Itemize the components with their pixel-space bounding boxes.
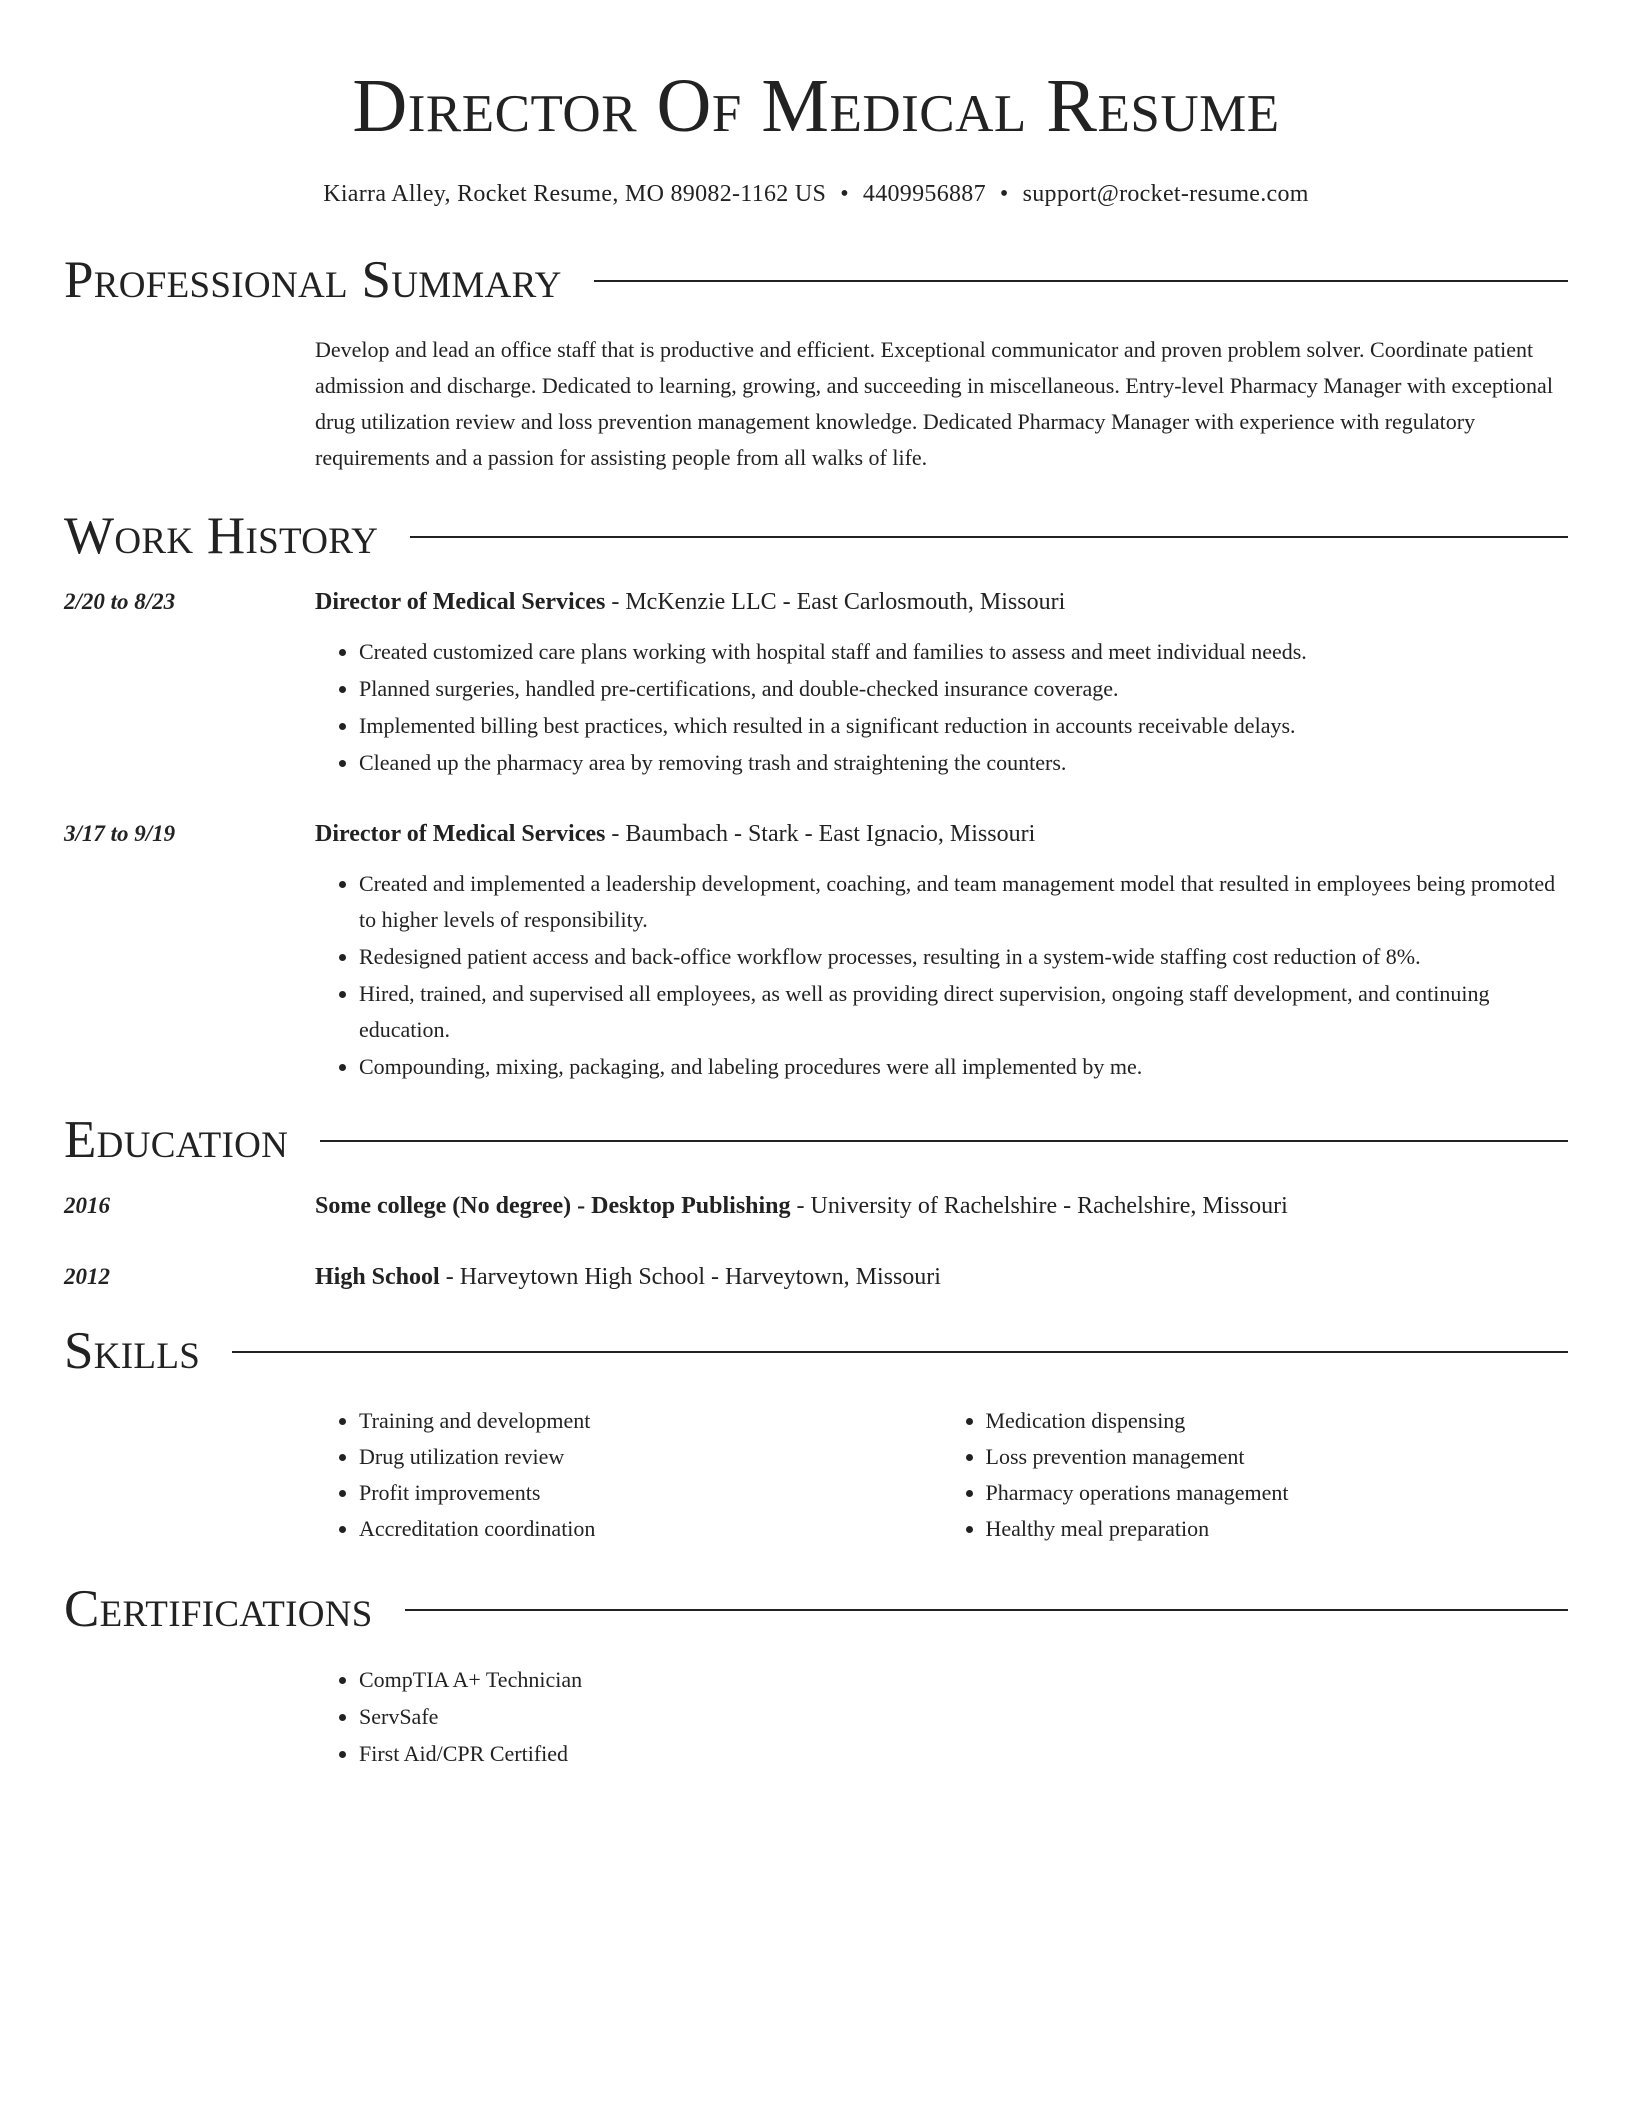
work-entry-title: Director of Medical Services: [315, 589, 606, 615]
education-entry-school: - Harveytown High School - Harveytown, Missouri: [439, 1264, 941, 1290]
skill-item: • Profit improvements: [359, 1475, 942, 1511]
certification-item: • First Aid/CPR Certified: [359, 1735, 1568, 1772]
work-history-heading: [64, 504, 1568, 568]
work-entry-date: 2/20 to 8/23: [64, 589, 176, 614]
summary-heading: [64, 248, 1568, 312]
list-item: • Created and implemented a leadership development, coaching, and team management model that resulted in employees being promoted to higher levels of responsibility.: [359, 866, 1568, 938]
resume-title: Director Of Medical Resume: [352, 64, 1280, 148]
work-entry-body: [315, 816, 1568, 1086]
list-item: • Planned surgeries, handled pre-certifications, and double-checked insurance coverage.: [359, 671, 1568, 707]
certifications-list: [315, 1661, 1568, 1772]
skill-item: • Healthy meal preparation: [986, 1511, 1569, 1547]
education-entry-body: [315, 1259, 1568, 1295]
skill-item: • Loss prevention management: [986, 1439, 1569, 1475]
section-rule: [320, 1140, 1568, 1142]
education-entry-headline: [315, 1188, 1568, 1224]
skills-heading: [64, 1319, 1568, 1383]
contact-separator: •: [999, 181, 1009, 207]
section-rule: [594, 280, 1568, 282]
skill-item: • Accreditation coordination: [359, 1511, 942, 1547]
section-rule: [405, 1609, 1568, 1611]
contact-phone: 4409956887: [862, 181, 986, 207]
skills-list: [315, 1403, 1568, 1547]
education-entry: [64, 1188, 1568, 1224]
work-entry-headline: [315, 816, 1568, 852]
skill-item: • Drug utilization review: [359, 1439, 942, 1475]
work-history-heading-text: Work History: [64, 507, 379, 565]
education-entry-date: 2016: [64, 1193, 110, 1218]
resume-page: [64, 0, 1568, 1772]
work-entry-bullets: [315, 866, 1568, 1085]
work-entry-headline: [315, 584, 1568, 620]
work-entry-employer: - Baumbach - Stark - East Ignacio, Missouri: [605, 821, 1036, 847]
section-rule: [232, 1351, 1568, 1353]
section-rule: [410, 536, 1568, 538]
certification-item: • CompTIA A+ Technician: [359, 1661, 1568, 1698]
work-entry-title: Director of Medical Services: [315, 821, 606, 847]
work-entry-employer: - McKenzie LLC - East Carlosmouth, Missouri: [605, 589, 1066, 615]
contact-email: support@rocket-resume.com: [1022, 181, 1309, 207]
contact-address: Kiarra Alley, Rocket Resume, MO 89082-1162 US: [323, 181, 827, 207]
certifications-items: [315, 1661, 1568, 1772]
work-entry: [64, 584, 1568, 782]
summary-heading-text: Professional Summary: [64, 251, 562, 309]
skill-item: • Training and development: [359, 1403, 942, 1439]
education-entry-school: - University of Rachelshire - Rachelshire, Missouri: [790, 1193, 1288, 1219]
summary-text: Develop and lead an office staff that is productive and efficient. Exceptional communicator and proven problem solver. Coordinate patient admission and discharge. Dedicated to learning, growing, and succeeding in miscellaneous. Entry-level Pharmacy Manager with exceptional drug utilization review and loss prevention management knowledge. Dedicated Pharmacy Manager with experience with regulatory requirements and a passion for assisting people from all walks of life.: [315, 337, 1553, 470]
education-entry: [64, 1259, 1568, 1295]
work-entry-body: [315, 584, 1568, 782]
work-entry-bullets: [315, 634, 1568, 781]
skills-column-right: [942, 1403, 1569, 1547]
education-heading-text: Education: [64, 1111, 289, 1169]
education-entry-date: 2012: [64, 1264, 110, 1289]
list-item: • Hired, trained, and supervised all employees, as well as providing direct supervision, ongoing staff development, and continuing education.: [359, 976, 1568, 1048]
work-entry-date: 3/17 to 9/19: [64, 821, 176, 846]
list-item: • Redesigned patient access and back-office workflow processes, resulting in a system-wide staffing cost reduction of 8%.: [359, 939, 1568, 975]
contact-separator: •: [840, 181, 849, 207]
education-entry-title: Some college (No degree) - Desktop Publishing: [315, 1193, 791, 1219]
list-item: • Created customized care plans working with hospital staff and families to assess and meet individual needs.: [359, 634, 1568, 670]
list-item: • Cleaned up the pharmacy area by removing trash and straightening the counters.: [359, 745, 1568, 781]
education-entry-body: [315, 1188, 1568, 1224]
list-item: • Compounding, mixing, packaging, and labeling procedures were all implemented by me.: [359, 1049, 1568, 1085]
certifications-heading: [64, 1577, 1568, 1641]
skills-heading-text: Skills: [64, 1322, 201, 1380]
skills-column-left: [315, 1403, 942, 1547]
skill-item: • Pharmacy operations management: [986, 1475, 1569, 1511]
certification-item: • ServSafe: [359, 1698, 1568, 1735]
list-item: • Implemented billing best practices, which resulted in a significant reduction in accounts receivable delays.: [359, 708, 1568, 744]
work-entry: [64, 816, 1568, 1086]
education-heading: [64, 1108, 1568, 1172]
skill-item: • Medication dispensing: [986, 1403, 1569, 1439]
certifications-heading-text: Certifications: [64, 1580, 373, 1638]
contact-line: [64, 178, 1568, 210]
education-entry-title: High School: [315, 1264, 440, 1290]
education-entry-headline: [315, 1259, 1568, 1295]
